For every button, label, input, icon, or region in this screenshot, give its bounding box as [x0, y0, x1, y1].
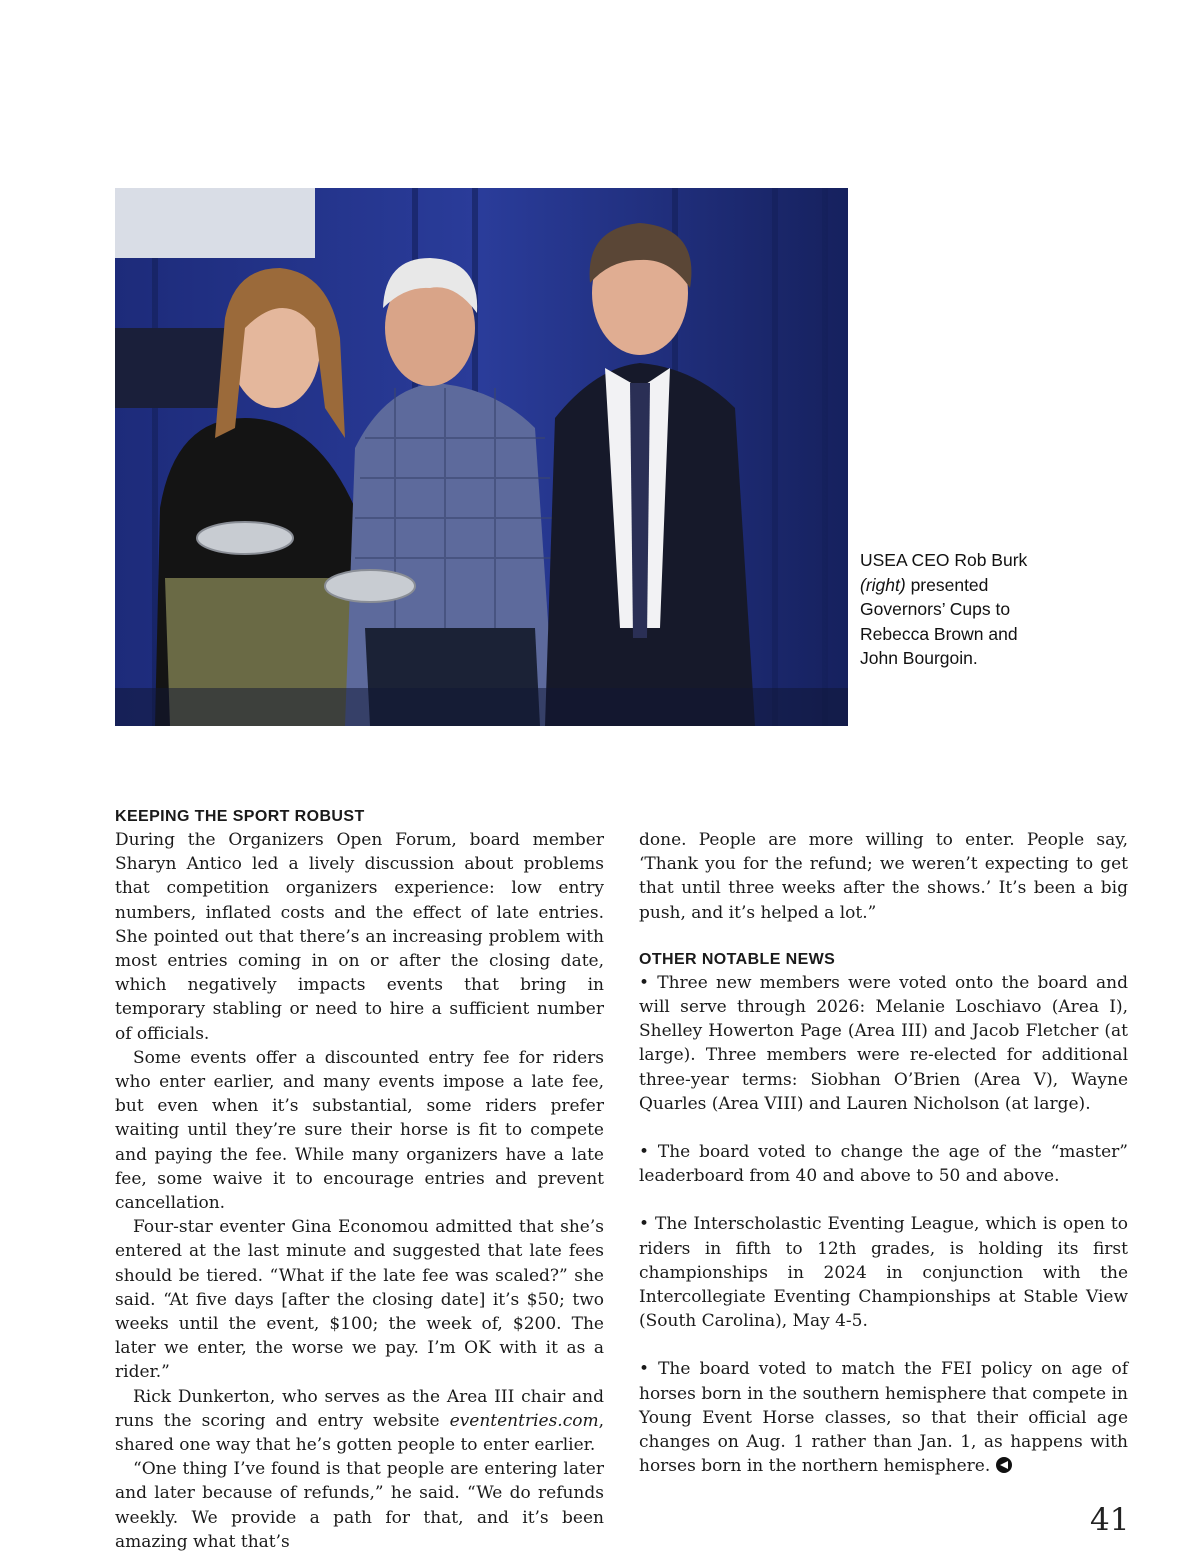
photo-caption — [860, 548, 1090, 671]
paragraph — [115, 1385, 604, 1458]
news-item: • The board voted to change the age of the “master” leaderboard from 40 and above to 50 and above. — [639, 1142, 1128, 1187]
caption-line: Rebecca Brown and — [860, 623, 1018, 644]
right-column — [639, 828, 1128, 1478]
paragraph: Some events offer a discounted entry fee for riders who enter earlier, and many events impose a late fee, but even when it’s substantial, some riders prefer waiting until they’re sure their horse is fit to compete and paying the fee. While many organizers have a late fee, some waive it to encourage entries and prevent cancellation. — [115, 1047, 604, 1214]
news-item: • The Interscholastic Eventing League, which is open to riders in fifth to 12th grades, is holding its first championships in 2024 in conjunction with the Intercollegiate Eventing Championships at Stable View (South Carolina), May 4-5. — [639, 1214, 1128, 1332]
paragraph: done. People are more willing to enter. People say, ‘Thank you for the refund; we weren’t expecting to get that until three weeks after the shows.’ It’s been a big push, and it’s helped a lot.” — [639, 830, 1128, 923]
news-item — [639, 1357, 1128, 1478]
news-item-text: • The board voted to match the FEI policy on age of horses born in the southern hemisphere that compete in Young Event Horse classes, so that their official age changes on Aug. 1 rather than Jan. 1, as happens with horses born in the northern hemisphere. — [639, 1359, 1128, 1477]
website-name: evententries.com — [449, 1410, 599, 1431]
section-heading: KEEPING THE SPORT ROBUST — [115, 808, 365, 825]
caption-italic: (right) — [860, 574, 906, 595]
section-heading: OTHER NOTABLE NEWS — [639, 950, 836, 968]
end-of-article-icon — [996, 1457, 1012, 1473]
photo-illustration — [115, 188, 848, 726]
left-column — [115, 806, 604, 1554]
award-photo — [115, 188, 848, 726]
paragraph: Four-star eventer Gina Economou admitted that she’s entered at the last minute and suggested that late fees should be tiered. “What if the late fee was scaled?” she said. “At five days [after the closing date] it’s $50; two weeks until the event, $100; the week of, $200. The later we enter, the worse we pay. I’m OK with it as a rider.” — [115, 1217, 604, 1383]
caption-text: presented — [905, 574, 989, 595]
caption-line — [860, 573, 1090, 598]
paragraph: During the Organizers Open Forum, board member Sharyn Antico led a lively discussion about problems that competition organizers experience: low entry numbers, inflated costs and the effect of late entries. She pointed out that there’s an increasing problem with most entries coming in on or after the closing date, which negatively impacts events that bring in temporary stabling or need to hire a sufficient number of officials. — [115, 830, 604, 1044]
caption-line: USEA CEO Rob Burk — [860, 550, 1028, 570]
caption-line: John Bourgoin. — [860, 648, 978, 668]
caption-line: Governors’ Cups to — [860, 599, 1011, 619]
paragraph-text: Rick Dunkerton, who serves as the Area III chair and runs the scoring and entry website — [115, 1386, 604, 1431]
page-number: 41 — [1090, 1502, 1130, 1538]
paragraph-text: , shared one way that he’s gotten people to enter earlier. — [115, 1410, 604, 1456]
news-item: • Three new members were voted onto the board and will serve through 2026: Melanie Loschiavo (Area I), Shelley Howerton Page (Area III) and Jacob Fletcher (at large). Three members were re-elected for additional three-year terms: Siobhan O’Brien (Area V), Wayne Quarles (Area VIII) and Lauren Nicholson (at large). — [639, 972, 1128, 1114]
paragraph: “One thing I’ve found is that people are entering later and later because of refunds,” he said. “We do refunds weekly. We provide a path for that, and it’s been amazing what that’s — [115, 1459, 604, 1552]
